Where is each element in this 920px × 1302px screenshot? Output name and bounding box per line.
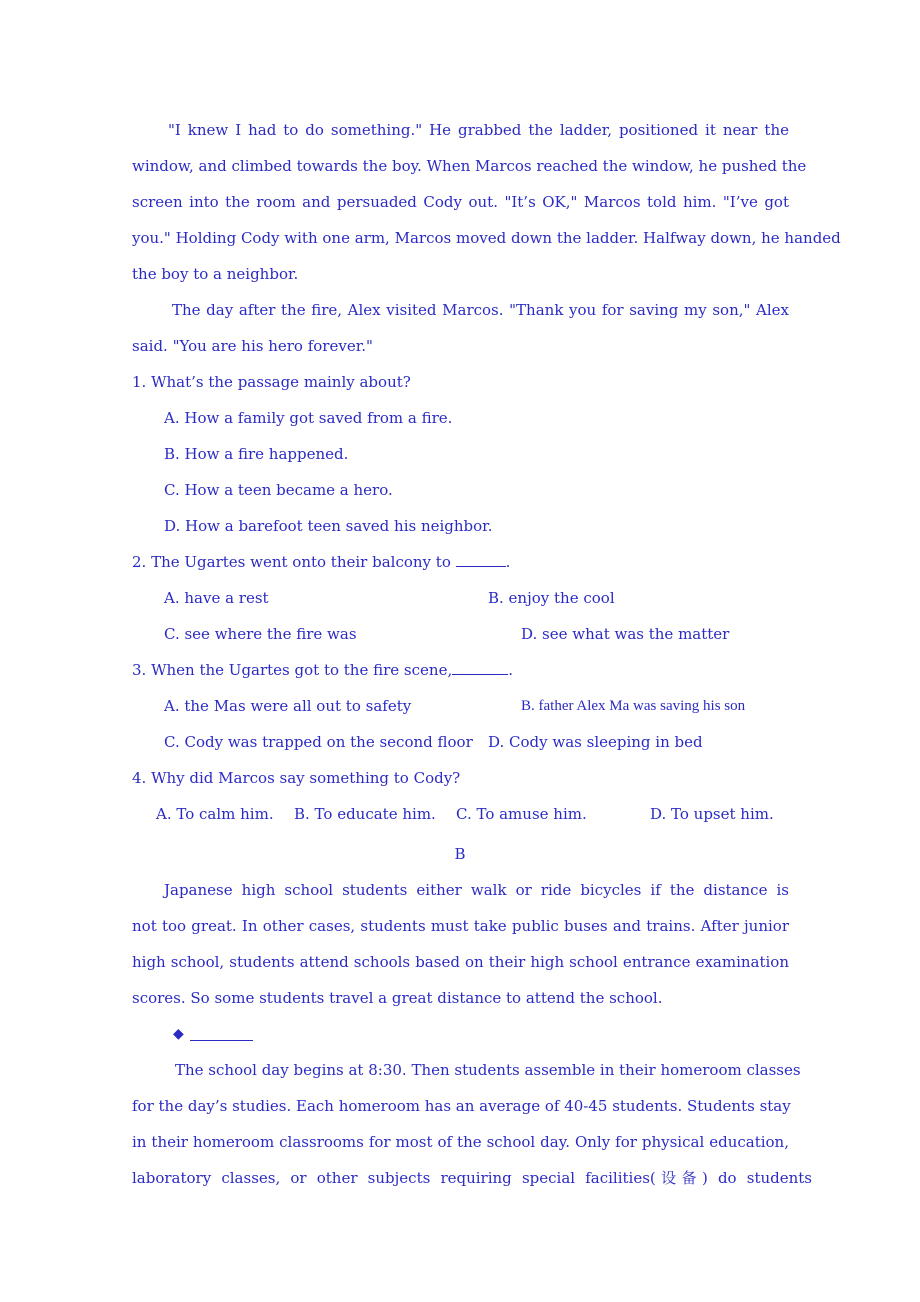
question-option: B. father Alex Ma was saving his son [521, 698, 746, 714]
passage-b-line: high school, students attend schools based on their high school entrance examination [132, 953, 789, 971]
question-option: C. see where the fire was [164, 625, 357, 643]
question-option: B. How a fire happened. [164, 445, 349, 463]
passage-b-line: The school day begins at 8:30. Then students assemble in their homeroom classes [175, 1061, 801, 1079]
question-option: A. have a rest [164, 589, 269, 607]
passage-a-line: The day after the fire, Alex visited Marcos. "Thank you for saving my son," Alex [172, 301, 789, 319]
question-stem-row [132, 659, 789, 681]
stem-suffix: . [505, 553, 511, 571]
passage-a-line: window, and climbed towards the boy. When Marcos reached the window, he pushed the [132, 157, 807, 175]
section-heading: B [454, 845, 466, 863]
passage-a-line: said. "You are his hero forever." [132, 337, 373, 355]
passage-b-line: in their homeroom classrooms for most of the school day. Only for physical education, [132, 1133, 789, 1151]
question-stem: 2. The Ugartes went onto their balcony to [132, 553, 451, 571]
passage-a-line: the boy to a neighbor. [132, 265, 299, 283]
passage-a-line: "I knew I had to do something." He grabbed the ladder, positioned it near the [168, 121, 789, 139]
passage-b-line: Japanese high school students either walk or ride bicycles if the distance is [164, 881, 789, 899]
question-stem-row [132, 551, 789, 573]
heading-blank [190, 1040, 253, 1041]
answer-blank [456, 551, 506, 567]
question-option: D. To upset him. [650, 805, 774, 823]
passage-b-line: for the day’s studies. Each homeroom has an average of 40-45 students. Students stay [132, 1097, 791, 1115]
question-stem: 3. When the Ugartes got to the fire scene, [132, 661, 453, 679]
question-stem: 4. Why did Marcos say something to Cody? [132, 769, 461, 787]
question-option: D. Cody was sleeping in bed [488, 733, 703, 751]
question-option: C. To amuse him. [456, 805, 587, 823]
passage-b-line: scores. So some students travel a great distance to attend the school. [132, 989, 663, 1007]
question-option: B. enjoy the cool [488, 589, 615, 607]
question-option: C. Cody was trapped on the second floor [164, 733, 473, 751]
question-option: A. the Mas were all out to safety [164, 697, 412, 715]
question-option: D. How a barefoot teen saved his neighbor. [164, 517, 493, 535]
question-option: A. To calm him. [156, 805, 274, 823]
stem-suffix: . [508, 661, 513, 679]
question-option: A. How a family got saved from a fire. [164, 409, 453, 427]
passage-a-line: you." Holding Cody with one arm, Marcos moved down the ladder. Halfway down, he handed [132, 229, 841, 247]
answer-blank [452, 659, 508, 675]
passage-b-line: laboratory classes, or other subjects requiring special facilities(设备) do students [132, 1169, 812, 1187]
passage-b-line: not too great. In other cases, students must take public buses and trains. After junior [132, 917, 789, 935]
question-stem: 1. What’s the passage mainly about? [132, 373, 411, 391]
passage-a-line: screen into the room and persuaded Cody out. "It’s OK," Marcos told him. "I’ve got [132, 193, 789, 211]
question-option: B. To educate him. [294, 805, 436, 823]
question-option: D. see what was the matter [521, 625, 730, 643]
question-option: C. How a teen became a hero. [164, 481, 393, 499]
diamond-bullet-icon: ◆ [173, 1026, 184, 1042]
